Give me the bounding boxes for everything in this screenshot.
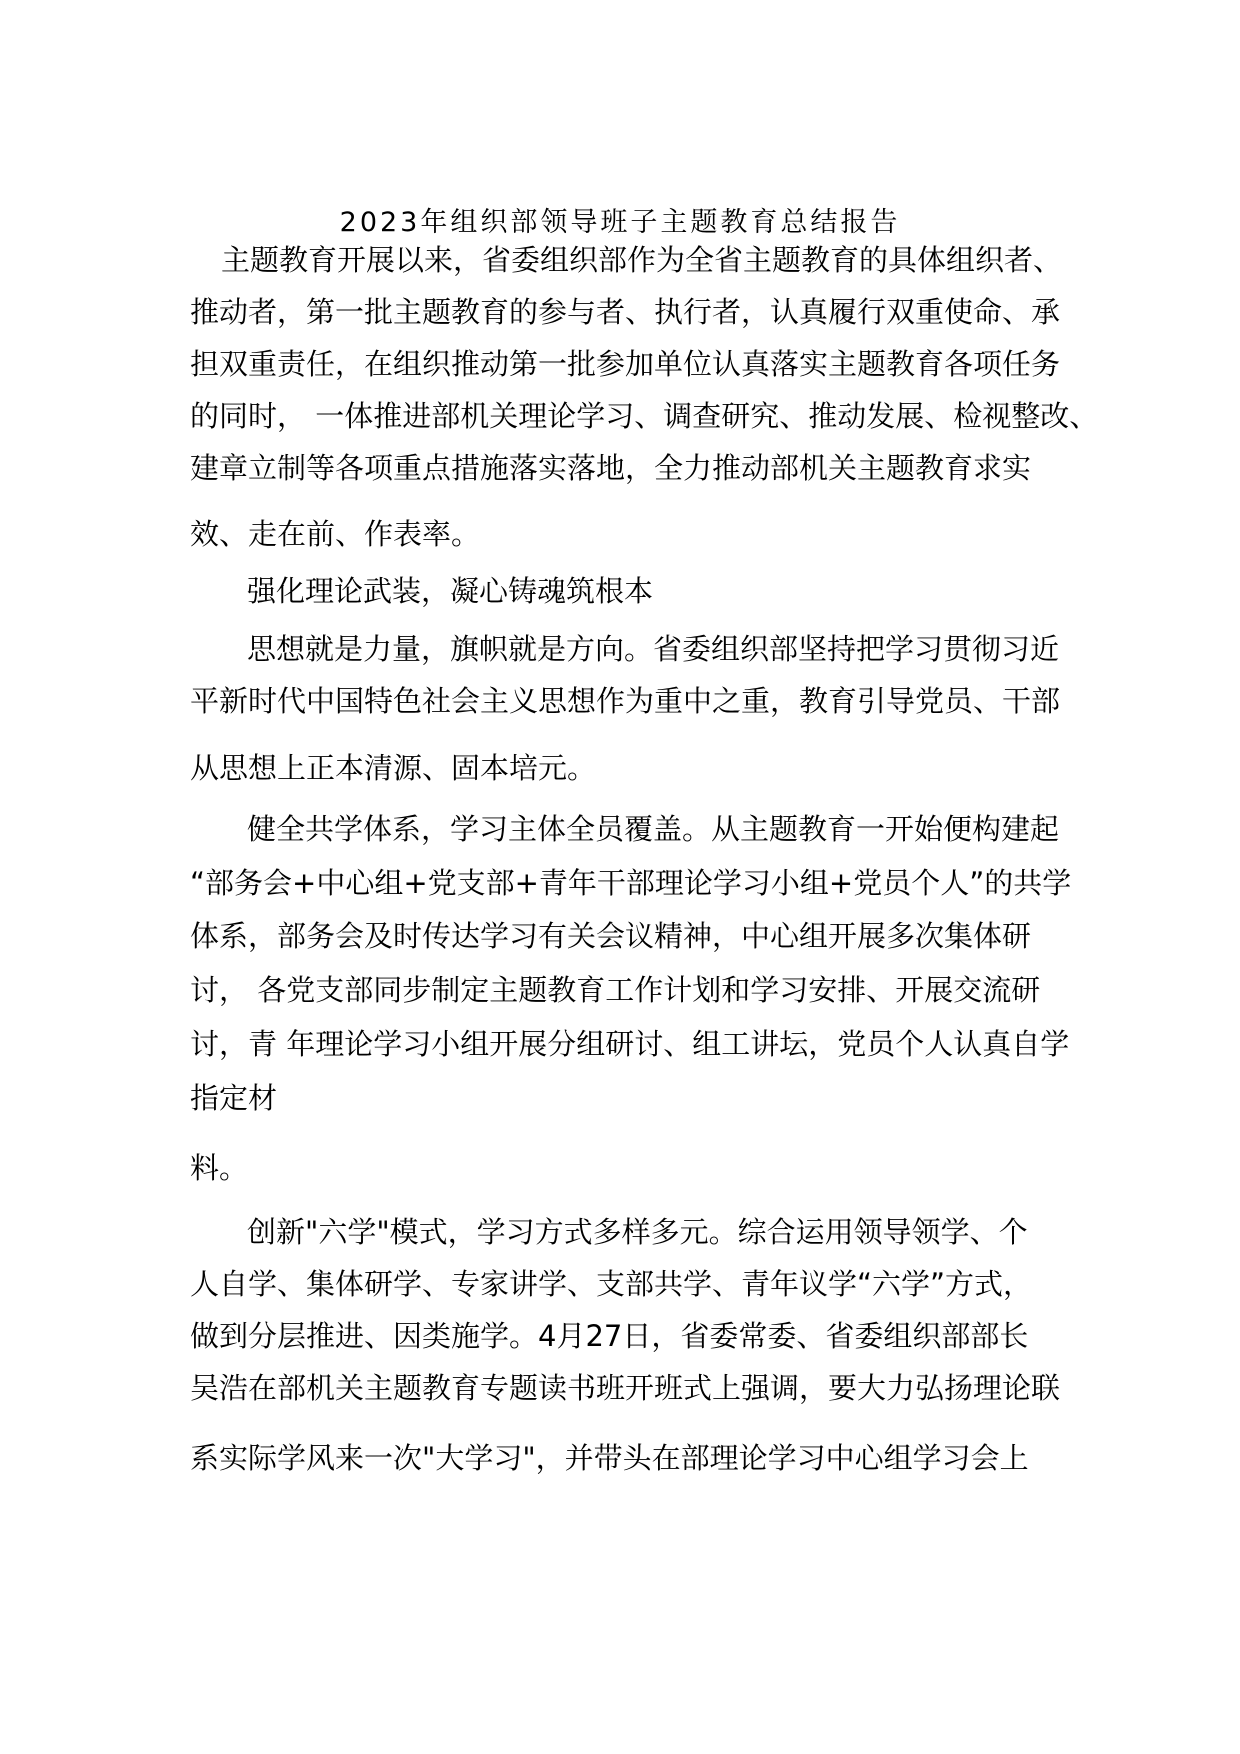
paragraph-line: 讨，青 年理论学习小组开展分组研讨、组工讲坛，党员个人认真自学 (190, 1027, 1070, 1061)
paragraph-line: 平新时代中国特色社会主义思想作为重中之重，教育引导党员、干部 (190, 684, 1061, 718)
paragraph-line: 人自学、集体研学、专家讲学、支部共学、青年议学“六学”方式， (190, 1267, 1033, 1301)
document-title: 2023年组织部领导班子主题教育总结报告 (339, 207, 901, 238)
paragraph-line: 吴浩在部机关主题教育专题读书班开班式上强调，要大力弘扬理论联 (190, 1371, 1061, 1405)
paragraph-line: 主题教育开展以来，省委组织部作为全省主题教育的具体组织者、 (221, 243, 1063, 277)
paragraph-line: “部务会+中心组+党支部+青年干部理论学习小组+党员个人”的共学 (190, 866, 1072, 900)
paragraph-line: 的同时， 一体推进部机关理论学习、调查研究、推动发展、检视整改、 (190, 399, 1099, 433)
paragraph-line: 思想就是力量，旗帜就是方向。省委组织部坚持把学习贯彻习近 (247, 632, 1060, 666)
paragraph-line: 做到分层推进、因类施学。4月27日，省委常委、省委组织部部长 (190, 1319, 1029, 1353)
paragraph-line: 体系，部务会及时传达学习有关会议精神，中心组开展多次集体研 (190, 919, 1032, 953)
paragraph-line: 系实际学风来一次"大学习"，并带头在部理论学习中心组学习会上 (190, 1441, 1029, 1475)
section-heading: 强化理论武装，凝心铸魂筑根本 (247, 574, 654, 608)
paragraph-line: 健全共学体系，学习主体全员覆盖。从主题教育一开始便构建起 (247, 812, 1060, 846)
paragraph-line: 讨， 各党支部同步制定主题教育工作计划和学习安排、开展交流研 (190, 973, 1041, 1007)
paragraph-line: 指定材 (190, 1081, 278, 1115)
paragraph-line: 建章立制等各项重点措施落实落地，全力推动部机关主题教育求实 (190, 451, 1032, 485)
paragraph-line: 从思想上正本清源、固本培元。 (190, 751, 597, 785)
paragraph-line: 效、走在前、作表率。 (190, 517, 481, 551)
paragraph-line: 担双重责任，在组织推动第一批参加单位认真落实主题教育各项任务 (190, 347, 1061, 381)
paragraph-line: 推动者，第一批主题教育的参与者、执行者，认真履行双重使命、承 (190, 295, 1061, 329)
paragraph-line: 料。 (190, 1151, 249, 1185)
paragraph-line: 创新"六学"模式，学习方式多样多元。综合运用领导领学、个 (247, 1215, 1028, 1249)
